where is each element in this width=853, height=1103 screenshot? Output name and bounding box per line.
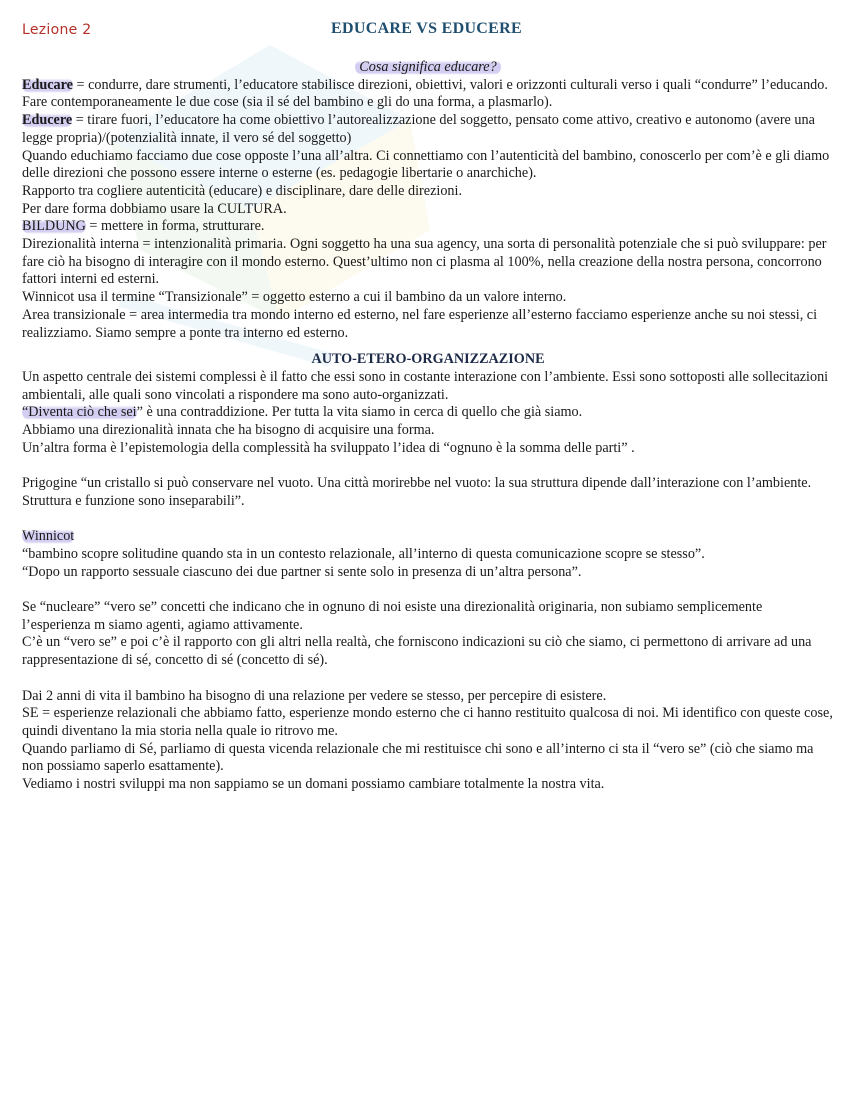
quote-rest: ” è una contraddizione. Per tutta la vita siamo in cerca di quello che già siamo.	[136, 404, 583, 421]
educare-definition: = condurre, dare strumenti, l’educatore stabilisce direzioni, obiettivi, valori e orizzonti culturali verso i quali “condurre” l’educando. Fare contemporaneamente le due cose (sia il sé del bambino e gli do una forma, a plasmarlo).	[22, 76, 828, 111]
bildung-definition: = mettere in forma, strutturare.	[85, 218, 265, 235]
paragraph: Se “nucleare” “vero se” concetti che indicano che in ognuno di noi esiste una direzionalità originaria, non subiamo semplicemente l’esperienza m siamo agenti, agiamo attivamente.	[22, 599, 763, 633]
page-title: EDUCARE VS EDUCERE	[331, 20, 522, 37]
term-educere: Educere	[22, 112, 73, 129]
paragraph: Quando parliamo di Sé, parliamo di questa vicenda relazionale che mi restituisce chi sono e all’interno ci sta il “vero se” (ciò che siamo ma non possiamo saperlo esattamente).	[22, 740, 814, 775]
paragraph: “bambino scopre solitudine quando sta in un contesto relazionale, all’interno di questa comunicazione scopre se stesso”.	[22, 545, 705, 562]
paragraph: Dai 2 anni di vita il bambino ha bisogno di una relazione per vedere se stesso, per percepire di esistere.	[22, 687, 607, 704]
paragraph: Winnicot usa il termine “Transizionale” = oggetto esterno a cui il bambino da un valore interno.	[22, 289, 567, 306]
paragraph: C’è un “vero se” e poi c’è il rapporto con gli altri nella realtà, che forniscono indicazioni su ciò che siamo, ci permettono di arrivare ad una rappresentazione di sé, concetto di sé (concetto di sé).	[22, 634, 812, 669]
lesson-label: Lezione 2	[22, 22, 92, 38]
paragraph-educare	[22, 77, 834, 112]
document-body	[22, 59, 834, 794]
section-subtitle	[22, 59, 834, 77]
term-educare: Educare	[22, 76, 73, 93]
paragraph-winnicot	[22, 528, 834, 546]
paragraph: SE = esperienze relazionali che abbiamo fatto, esperienze mondo esterno che ci hanno restituito qualcosa di noi. Mi identifico con queste cose, quindi diventano la mia storia nella quale io ritrovo me.	[22, 705, 833, 739]
paragraph: Rapporto tra cogliere autenticità (educare) e disciplinare, dare delle direzioni.	[22, 182, 462, 199]
paragraph-quote	[22, 404, 834, 422]
paragraph: Direzionalità interna = intenzionalità primaria. Ogni soggetto ha una sua agency, una sorta di personalità potenziale che si può sviluppare: per fare ciò ha bisogno di interagire con il mondo esterno. Quest’ultimo non ci plasma al 100%, nella creazione della nostra persona, concorrono fattori interni ed esterni.	[22, 236, 827, 288]
paragraph: “Dopo un rapporto sessuale ciascuno dei due partner si sente solo in presenza di un’altra persona”.	[22, 563, 582, 580]
paragraph: Prigogine “un cristallo si può conservare nel vuoto. Una città morirebbe nel vuoto: la sua struttura dipende dall’interazione con l’ambiente. Struttura e funzione sono inseparabili”.	[22, 475, 812, 509]
paragraph: Quando educhiamo facciamo due cose opposte l’una all’altra. Ci connettiamo con l’autenticità del bambino, conoscerlo per com’è e gli diamo delle direzioni che possono essere interne o esterne (es. pedagogie libertarie o anarchiche).	[22, 147, 830, 182]
term-winnicot: Winnicot	[22, 528, 75, 545]
paragraph: Abbiamo una direzionalità innata che ha bisogno di acquisire una forma.	[22, 422, 435, 439]
educere-definition: = tirare fuori, l’educatore ha come obiettivo l’autorealizzazione del soggetto, pensato come attivo, creativo e autonomo (avere una legge propria)/(potenzialità innate, il vero sé del soggetto)	[22, 112, 815, 146]
quote-highlight: “Diventa ciò che sei	[22, 404, 137, 421]
term-bildung: BILDUNG	[22, 218, 86, 235]
paragraph: Un’altra forma è l’epistemologia della complessità ha sviluppato l’idea di “ognuno è la somma delle parti” .	[22, 439, 635, 456]
paragraph-educere	[22, 112, 834, 147]
paragraph: Un aspetto centrale dei sistemi complessi è il fatto che essi sono in costante interazione con l’ambiente. Essi sono sottoposti alle sollecitazioni ambientali, alle quali sono vincolati a rispondere ma sono auto-organizzati.	[22, 368, 829, 403]
paragraph: Per dare forma dobbiamo usare la CULTURA.	[22, 200, 287, 217]
paragraph: Vediamo i nostri sviluppi ma non sappiamo se un domani possiamo cambiare totalmente la nostra vita.	[22, 776, 605, 793]
section-heading: AUTO-ETERO-ORGANIZZAZIONE	[311, 351, 545, 368]
paragraph-bildung	[22, 218, 834, 236]
subtitle-text: Cosa significa educare?	[355, 59, 500, 75]
paragraph: Area transizionale = area intermedia tra mondo interno ed esterno, nel fare esperienze all’esterno facciamo esperienze anche su noi stessi, ci realizziamo. Siamo sempre a ponte tra interno ed esterno.	[22, 306, 818, 341]
